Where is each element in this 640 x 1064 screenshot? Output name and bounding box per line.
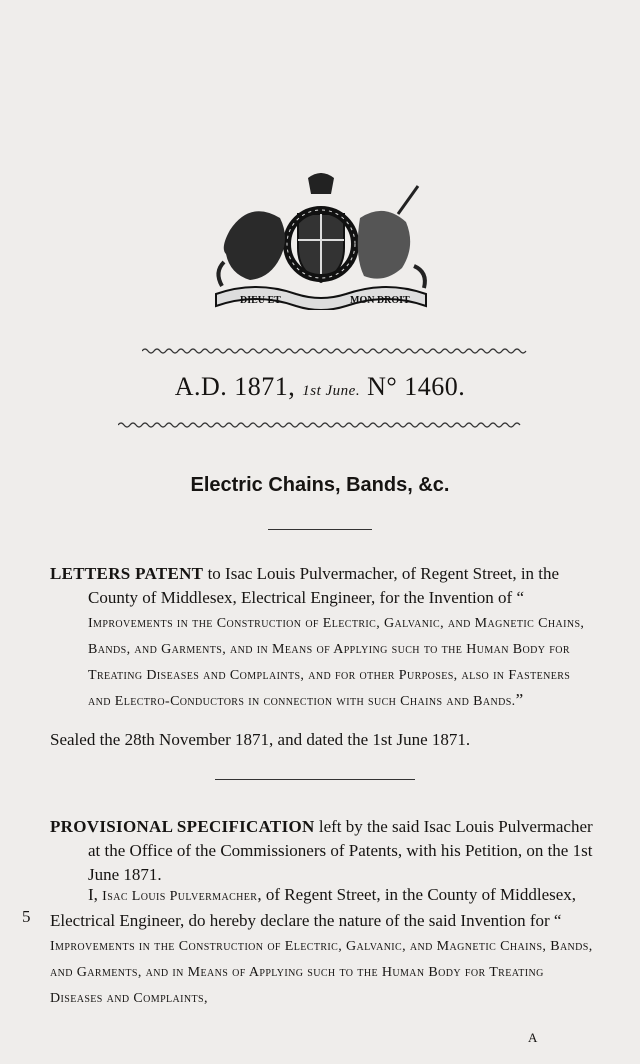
provisional-specification-paragraph — [50, 815, 596, 887]
declaration-invention-title: Improvements in the Construction of Electric, Galvanic, and Magnetic Chains, Bands, and Garments, and in Means of Applying such to the Human Body for Treating Diseases and Complaints, — [50, 939, 593, 1006]
declaration-block — [50, 883, 596, 1011]
crest-motto-right: MON DROIT — [350, 295, 410, 306]
ornamental-rule-bottom — [118, 421, 528, 429]
letters-patent-block — [50, 562, 596, 714]
ornamental-rule-top — [142, 347, 530, 355]
letters-patent-lead: LETTERS PATENT — [50, 564, 204, 583]
sealed-line: Sealed the 28th November 1871, and dated the 1st June 1871. — [50, 730, 471, 749]
letters-patent-close-quote: ” — [515, 690, 524, 709]
letters-patent-paragraph — [50, 562, 596, 714]
crest-motto-left: DIEU ET — [240, 295, 281, 306]
signature-mark: A — [528, 1030, 538, 1045]
line-number: 5 — [22, 907, 31, 926]
inventor-name: Isac Louis Pulvermacher — [102, 889, 258, 904]
patent-number: N° 1460. — [367, 372, 466, 401]
provisional-lead: PROVISIONAL SPECIFICATION — [50, 817, 315, 836]
letters-patent-invention-title: Improvements in the Construction of Electric, Galvanic, and Magnetic Chains, Bands, and Garments, and in Means of Applying such to the Human Body for Treating Diseases and Complaints, and for other Purposes, also in Fasteners and Electro-Conductors in connection with such Chains and Bands. — [88, 616, 585, 709]
ad-year: A.D. 1871, — [174, 372, 296, 401]
provisional-block — [50, 815, 596, 887]
letters-patent-text: to Isac Louis Pulvermacher, of Regent Street, in the County of Middlesex, Electrical Engineer, for the Invention of “ — [88, 564, 560, 607]
divider-rule — [215, 779, 415, 780]
royal-coat-of-arms-icon — [210, 170, 432, 310]
declaration-text: , of Regent Street, in the County of Middlesex, Electrical Engineer, do hereby declare the nature of the said Invention for “ — [50, 885, 577, 930]
declaration-paragraph — [50, 883, 596, 1011]
provisional-text: left by the said Isac Louis Pulvermacher at the Office of the Commissioners of Patents, with his Petition, on the 1st June 1871. — [88, 817, 593, 884]
patent-date: 1st June. — [302, 383, 361, 399]
document-title: Electric Chains, Bands, &c. — [190, 474, 450, 496]
patent-date-number-line — [0, 372, 640, 402]
divider-rule — [268, 529, 372, 530]
declaration-i: I, — [88, 885, 103, 904]
